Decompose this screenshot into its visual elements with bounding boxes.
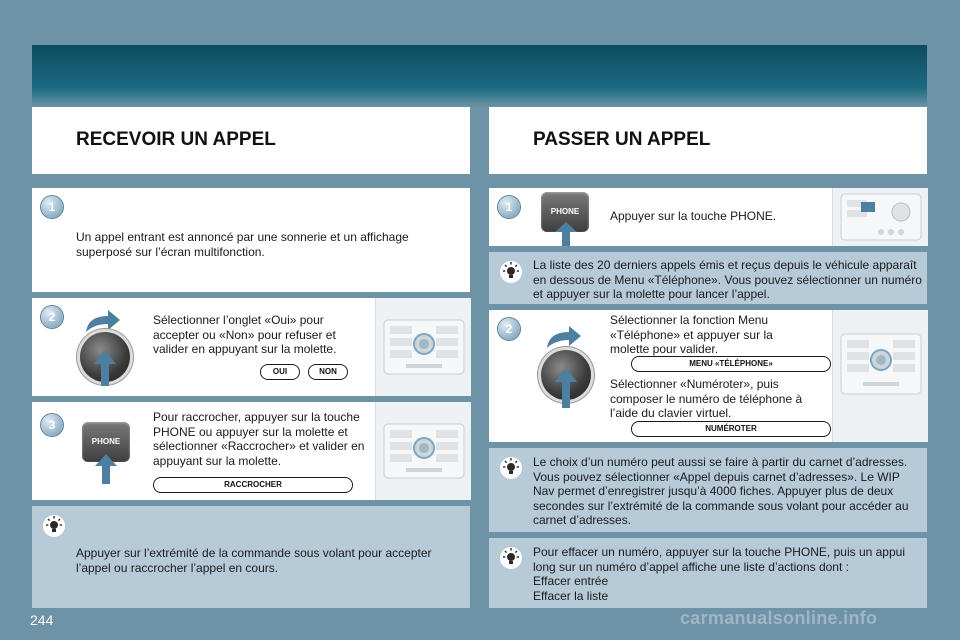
right-tip2-panel [489,448,927,532]
step-badge: 2 [41,306,63,328]
radio-unit-image [832,188,928,246]
radio-unit-image [375,402,471,500]
right-tip3-line3: Effacer la liste [533,588,609,603]
step-badge: 2 [498,318,520,340]
raccrocher-option[interactable]: RACCROCHER [153,477,353,493]
right-tip1-text: La liste des 20 derniers appels émis et reçus depuis le véhicule apparaît en dessous de Menu «Téléphone». Vous pouvez sélectionner un numéro et appuyer sur la molette pour lancer l’appel. [533,258,922,301]
numeroter-option[interactable]: NUMÉROTER [631,421,831,437]
left-tip-panel [32,506,470,608]
press-arrow-icon [95,454,117,484]
press-arrow-icon [94,350,116,386]
step-badge: 1 [41,196,63,218]
left-step3-panel [32,402,470,500]
left-tip-text: Appuyer sur l’extrémité de la commande sous volant pour accepter l’appel ou raccrocher l’appel en cours. [76,546,432,575]
section-title-make: PASSER UN APPEL [533,129,711,150]
lightbulb-icon [499,456,523,480]
step-badge: 3 [41,414,63,436]
press-arrow-icon [555,222,577,246]
lightbulb-icon [499,260,523,284]
left-step1-panel [32,188,470,292]
page-number: 244 [30,612,54,628]
left-step3-text: Pour raccrocher, appuyer sur la touche PHONE ou appuyer sur la molette et sélectionner «Raccrocher» et valider en appuyant sur la molette. [153,410,365,468]
right-step1-panel [489,188,927,246]
right-tip3-panel [489,538,927,608]
right-step1-text: Appuyer sur la touche PHONE. [610,209,777,223]
right-step2-text-a: Sélectionner la fonction Menu «Téléphone» et appuyer sur la molette pour valider. [610,313,773,356]
left-step1-text: Un appel entrant est annoncé par une sonnerie et un affichage superposé sur l’écran multifonction. [76,230,409,259]
radio-unit-image [832,310,928,442]
left-step2-text: Sélectionner l’onglet «Oui» pour accepter ou «Non» pour refuser et valider en appuyant sur la molette. [153,313,337,356]
press-arrow-icon [555,368,577,408]
lightbulb-icon [499,546,523,570]
phone-button-icon: PHONE [541,192,589,232]
radio-unit-image [375,298,471,396]
right-title-box [489,107,927,174]
header-banner [32,45,927,107]
right-tip3-line1: Pour effacer un numéro, appuyer sur la touche PHONE, puis un appui long sur un numéro d’appel affiche une liste d’actions dont : [533,545,905,574]
right-step2-text-b: Sélectionner «Numéroter», puis composer le numéro de téléphone à l’aide du clavier virtuel. [610,377,803,420]
step-badge: 1 [498,196,520,218]
right-tip1-panel [489,252,927,304]
phone-button-icon: PHONE [82,422,130,462]
menu-telephone-option[interactable]: MENU «TÉLÉPHONE» [631,356,831,372]
right-tip3-text [533,545,918,603]
watermark: carmanualsonline.info [680,608,878,628]
section-title-receive: RECEVOIR UN APPEL [76,129,276,150]
non-button[interactable]: NON [308,364,348,380]
oui-button[interactable]: OUI [260,364,300,380]
lightbulb-icon [42,514,66,538]
right-tip2-text: Le choix d’un numéro peut aussi se faire à partir du carnet d’adresses. Vous pouvez sélectionner «Appel depuis carnet d’adresses». Le WIP Nav permet d’enregistrer jusqu’à 4000 fiches. Appuyer plus de deux secondes sur l’extrémité de la commande sous volant pour accéder au carnet d’adresses. [533,455,909,527]
right-step2-panel [489,310,927,442]
right-tip3-line2: Effacer entrée [533,574,609,588]
left-title-box [32,107,470,174]
left-step2-panel [32,298,470,396]
rotate-arrow-icon [543,324,583,352]
